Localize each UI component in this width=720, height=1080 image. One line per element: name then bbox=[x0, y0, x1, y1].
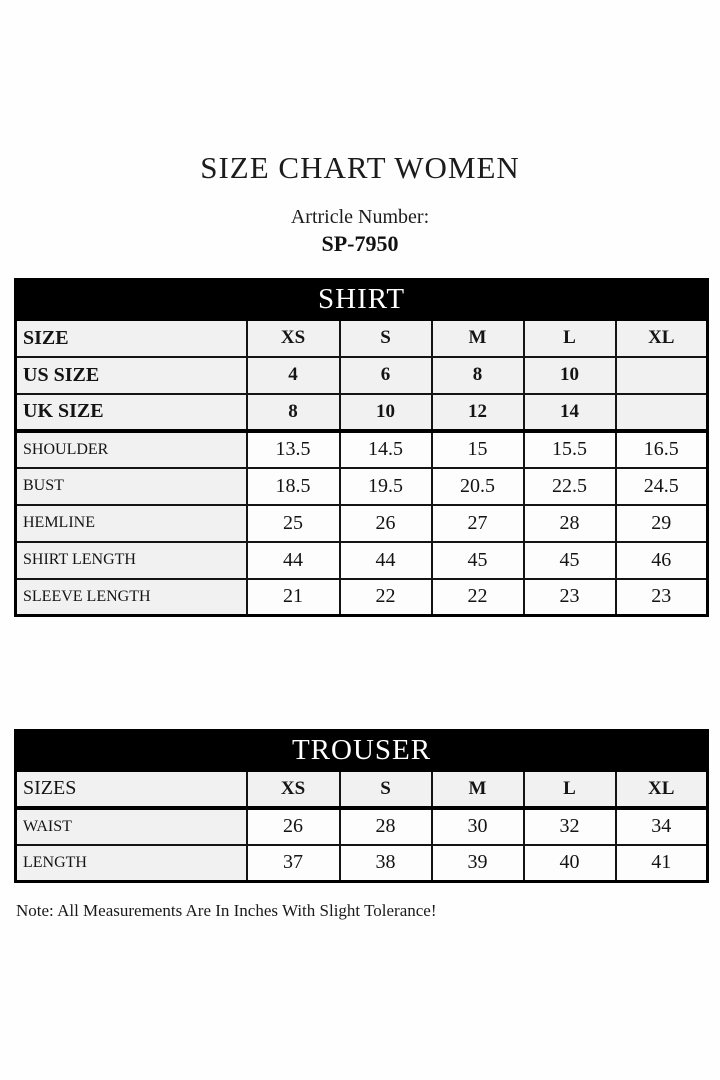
cell: 44 bbox=[247, 542, 340, 579]
cell bbox=[616, 357, 708, 394]
cell: XS bbox=[247, 771, 340, 808]
cell: 21 bbox=[247, 579, 340, 616]
table-row bbox=[16, 845, 708, 882]
row-label: SHOULDER bbox=[16, 431, 247, 468]
cell: XL bbox=[616, 771, 708, 808]
page-title: SIZE CHART WOMEN bbox=[200, 150, 520, 185]
trouser-size-table bbox=[14, 729, 709, 883]
table-title-row bbox=[16, 280, 708, 320]
row-label: SIZE bbox=[16, 320, 247, 357]
table-row bbox=[16, 394, 708, 431]
measurement-note: Note: All Measurements Are In Inches With Slight Tolerance! bbox=[16, 901, 437, 920]
cell: XL bbox=[616, 320, 708, 357]
cell: M bbox=[432, 320, 524, 357]
cell: S bbox=[340, 771, 432, 808]
cell: 44 bbox=[340, 542, 432, 579]
row-label: UK SIZE bbox=[16, 394, 247, 431]
cell: 19.5 bbox=[340, 468, 432, 505]
cell: 22.5 bbox=[524, 468, 616, 505]
cell: 18.5 bbox=[247, 468, 340, 505]
cell: 28 bbox=[340, 808, 432, 845]
row-label: WAIST bbox=[16, 808, 247, 845]
cell: 14 bbox=[524, 394, 616, 431]
cell: XS bbox=[247, 320, 340, 357]
row-label: SIZES bbox=[16, 771, 247, 808]
cell: 41 bbox=[616, 845, 708, 882]
cell: 27 bbox=[432, 505, 524, 542]
cell: 23 bbox=[616, 579, 708, 616]
shirt-size-table bbox=[14, 278, 709, 617]
table-row bbox=[16, 357, 708, 394]
row-label: SHIRT LENGTH bbox=[16, 542, 247, 579]
table-row bbox=[16, 320, 708, 357]
cell: 40 bbox=[524, 845, 616, 882]
cell: 16.5 bbox=[616, 431, 708, 468]
cell: 45 bbox=[524, 542, 616, 579]
cell: 8 bbox=[432, 357, 524, 394]
cell: M bbox=[432, 771, 524, 808]
trouser-table-title: TROUSER bbox=[16, 731, 708, 771]
cell: 26 bbox=[247, 808, 340, 845]
title-block bbox=[0, 0, 720, 257]
cell bbox=[616, 394, 708, 431]
table-row bbox=[16, 579, 708, 616]
cell: 30 bbox=[432, 808, 524, 845]
cell: 29 bbox=[616, 505, 708, 542]
cell: 38 bbox=[340, 845, 432, 882]
row-label: LENGTH bbox=[16, 845, 247, 882]
cell: 10 bbox=[524, 357, 616, 394]
row-label: BUST bbox=[16, 468, 247, 505]
article-number-label: Artricle Number: bbox=[290, 206, 430, 228]
cell: 32 bbox=[524, 808, 616, 845]
row-label: SLEEVE LENGTH bbox=[16, 579, 247, 616]
cell: 22 bbox=[340, 579, 432, 616]
table-row bbox=[16, 505, 708, 542]
cell: 37 bbox=[247, 845, 340, 882]
cell: 14.5 bbox=[340, 431, 432, 468]
row-label: HEMLINE bbox=[16, 505, 247, 542]
cell: 20.5 bbox=[432, 468, 524, 505]
cell: L bbox=[524, 320, 616, 357]
cell: S bbox=[340, 320, 432, 357]
table-row bbox=[16, 771, 708, 808]
table-row bbox=[16, 542, 708, 579]
shirt-table-title: SHIRT bbox=[16, 280, 708, 320]
cell: 8 bbox=[247, 394, 340, 431]
cell: 28 bbox=[524, 505, 616, 542]
cell: 25 bbox=[247, 505, 340, 542]
cell: 12 bbox=[432, 394, 524, 431]
cell: 22 bbox=[432, 579, 524, 616]
row-label: US SIZE bbox=[16, 357, 247, 394]
cell: 39 bbox=[432, 845, 524, 882]
cell: L bbox=[524, 771, 616, 808]
cell: 6 bbox=[340, 357, 432, 394]
cell: 24.5 bbox=[616, 468, 708, 505]
cell: 26 bbox=[340, 505, 432, 542]
article-number: SP-7950 bbox=[321, 231, 399, 256]
table-title-row bbox=[16, 731, 708, 771]
cell: 4 bbox=[247, 357, 340, 394]
cell: 45 bbox=[432, 542, 524, 579]
cell: 13.5 bbox=[247, 431, 340, 468]
table-row bbox=[16, 431, 708, 468]
cell: 34 bbox=[616, 808, 708, 845]
cell: 15 bbox=[432, 431, 524, 468]
table-row bbox=[16, 468, 708, 505]
table-row bbox=[16, 808, 708, 845]
cell: 15.5 bbox=[524, 431, 616, 468]
cell: 10 bbox=[340, 394, 432, 431]
cell: 46 bbox=[616, 542, 708, 579]
cell: 23 bbox=[524, 579, 616, 616]
